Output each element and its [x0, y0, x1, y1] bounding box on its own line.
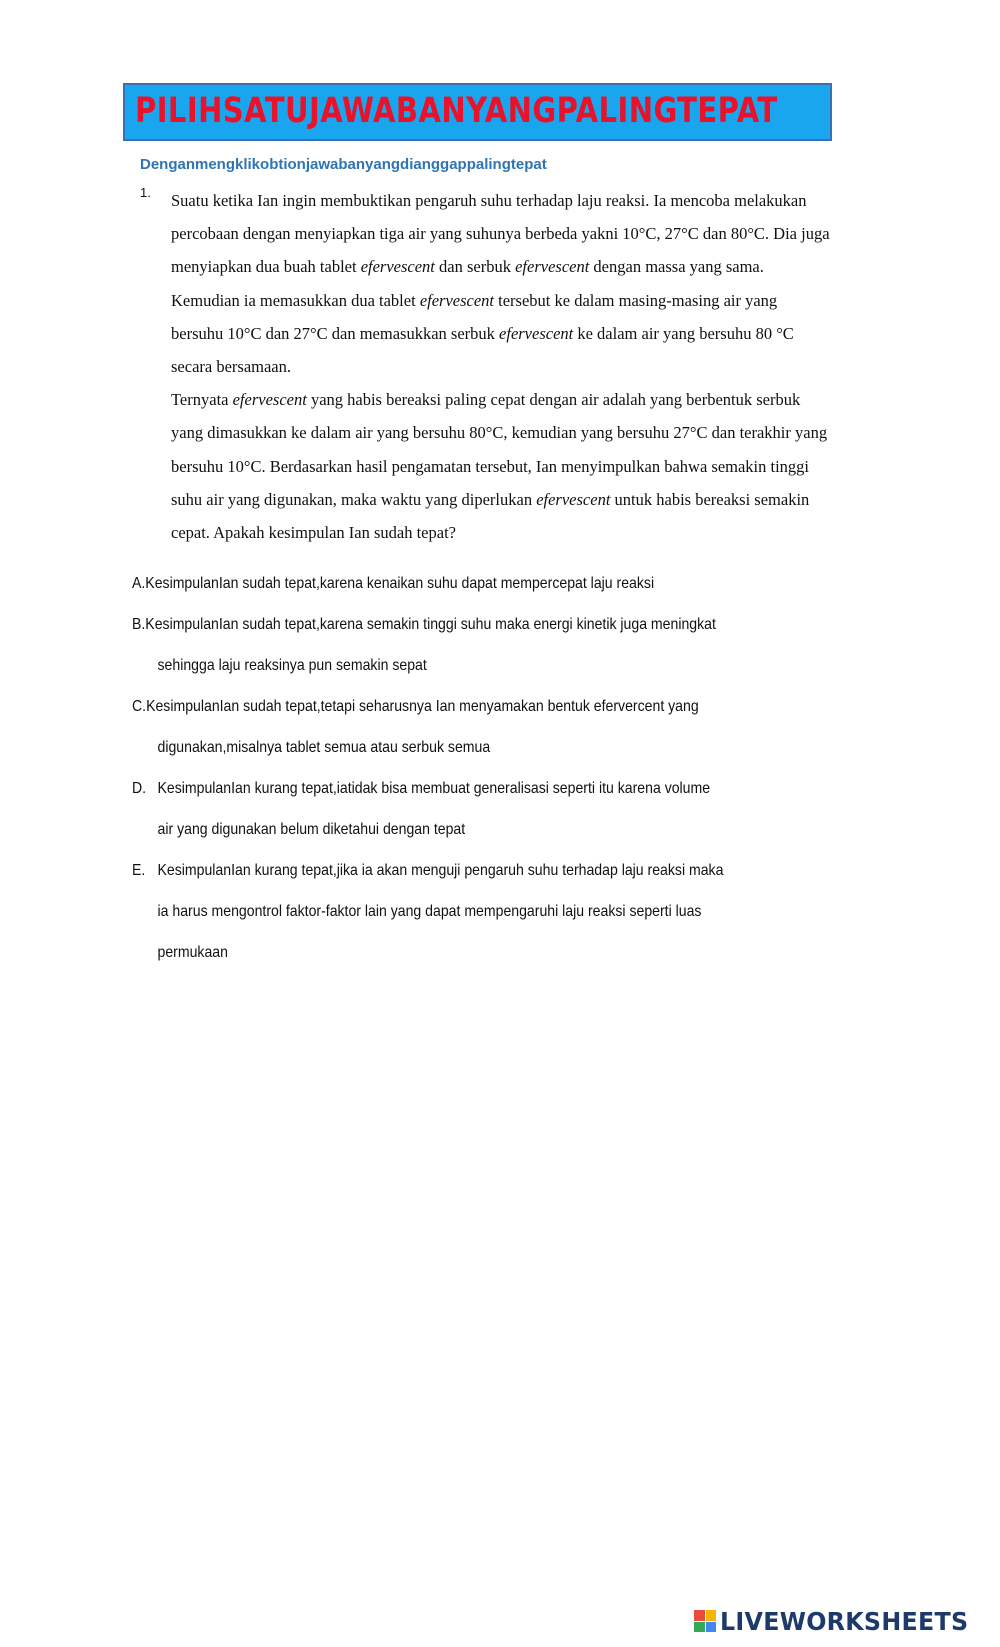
instruction-text: Denganmengklikobtionjawabanyangdianggappalingtepat [140, 156, 547, 173]
header-banner [123, 83, 832, 141]
option-text: KesimpulanIan sudah tepat,tetapi seharusnya Ian menyamakan bentuk efervercent yang [146, 698, 699, 715]
answer-options [132, 563, 818, 973]
question-line: bersuhu 10°C. Berdasarkan hasil pengamatan tersebut, Ian menyimpulkan bahwa semakin tinggi [171, 456, 810, 476]
logo-grid-icon [694, 1610, 716, 1632]
option-letter: A. [132, 575, 146, 592]
question-line: secara bersamaan. [171, 357, 292, 377]
option-text: KesimpulanIan kurang tepat,jika ia akan menguji pengaruh suhu terhadap laju reaksi maka [157, 862, 724, 879]
option-text: sehingga laju reaksinya pun semakin sepat [157, 657, 427, 674]
option-a[interactable] [132, 563, 818, 604]
liveworksheets-logo [694, 1604, 981, 1638]
option-letter: B. [132, 616, 146, 633]
question-line: percobaan dengan menyiapkan tiga air yang suhunya berbeda yakni 10°C, 27°C dan 80°C. Dia juga [171, 224, 830, 244]
option-text: ia harus mengontrol faktor-faktor lain yang dapat mempengaruhi laju reaksi seperti luas [157, 903, 702, 920]
option-c[interactable] [132, 686, 818, 768]
option-text: KesimpulanIan sudah tepat,karena semakin tinggi suhu maka energi kinetik juga meningkat [145, 616, 716, 633]
question-line: Ternyata efervescent yang habis bereaksi paling cepat dengan air adalah yang berbentuk serbuk [171, 390, 801, 410]
page-title: PILIHSATUJAWABANYANGPALINGTEPAT [135, 91, 778, 131]
option-e[interactable] [132, 850, 818, 973]
question-line: yang dimasukkan ke dalam air yang bersuhu 80°C, kemudian yang bersuhu 27°C dan terakhir yang [171, 423, 828, 443]
logo-text: LIVEWORKSHEETS [720, 1606, 969, 1636]
question-line: Suatu ketika Ian ingin membuktikan pengaruh suhu terhadap laju reaksi. Ia mencoba melakukan [171, 191, 807, 210]
question-line: cepat. Apakah kesimpulan Ian sudah tepat? [171, 523, 456, 543]
option-text: digunakan,misalnya tablet semua atau serbuk semua [157, 739, 491, 756]
question-line: Kemudian ia memasukkan dua tablet efervescent tersebut ke dalam masing-masing air yang [171, 290, 778, 310]
option-letter: D. [132, 780, 147, 797]
question-text [171, 184, 830, 549]
option-text: permukaan [157, 944, 228, 961]
question-line: bersuhu 10°C dan 27°C dan memasukkan serbuk efervescent ke dalam air yang bersuhu 80 °C [171, 323, 794, 343]
option-d[interactable] [132, 768, 818, 850]
question-number: 1. [140, 185, 151, 200]
question-line: menyiapkan dua buah tablet efervescent dan serbuk efervescent dengan massa yang sama. [171, 257, 764, 277]
option-text: air yang digunakan belum diketahui dengan tepat [157, 821, 466, 838]
question-line: suhu air yang digunakan, maka waktu yang diperlukan efervescent untuk habis bereaksi semakin [171, 489, 810, 509]
option-letter: E. [132, 862, 146, 879]
option-b[interactable] [132, 604, 818, 686]
option-text: KesimpulanIan kurang tepat,iatidak bisa membuat generalisasi seperti itu karena volume [157, 780, 711, 797]
option-text: KesimpulanIan sudah tepat,karena kenaikan suhu dapat mempercepat laju reaksi [145, 575, 655, 592]
option-letter: C. [132, 698, 147, 715]
